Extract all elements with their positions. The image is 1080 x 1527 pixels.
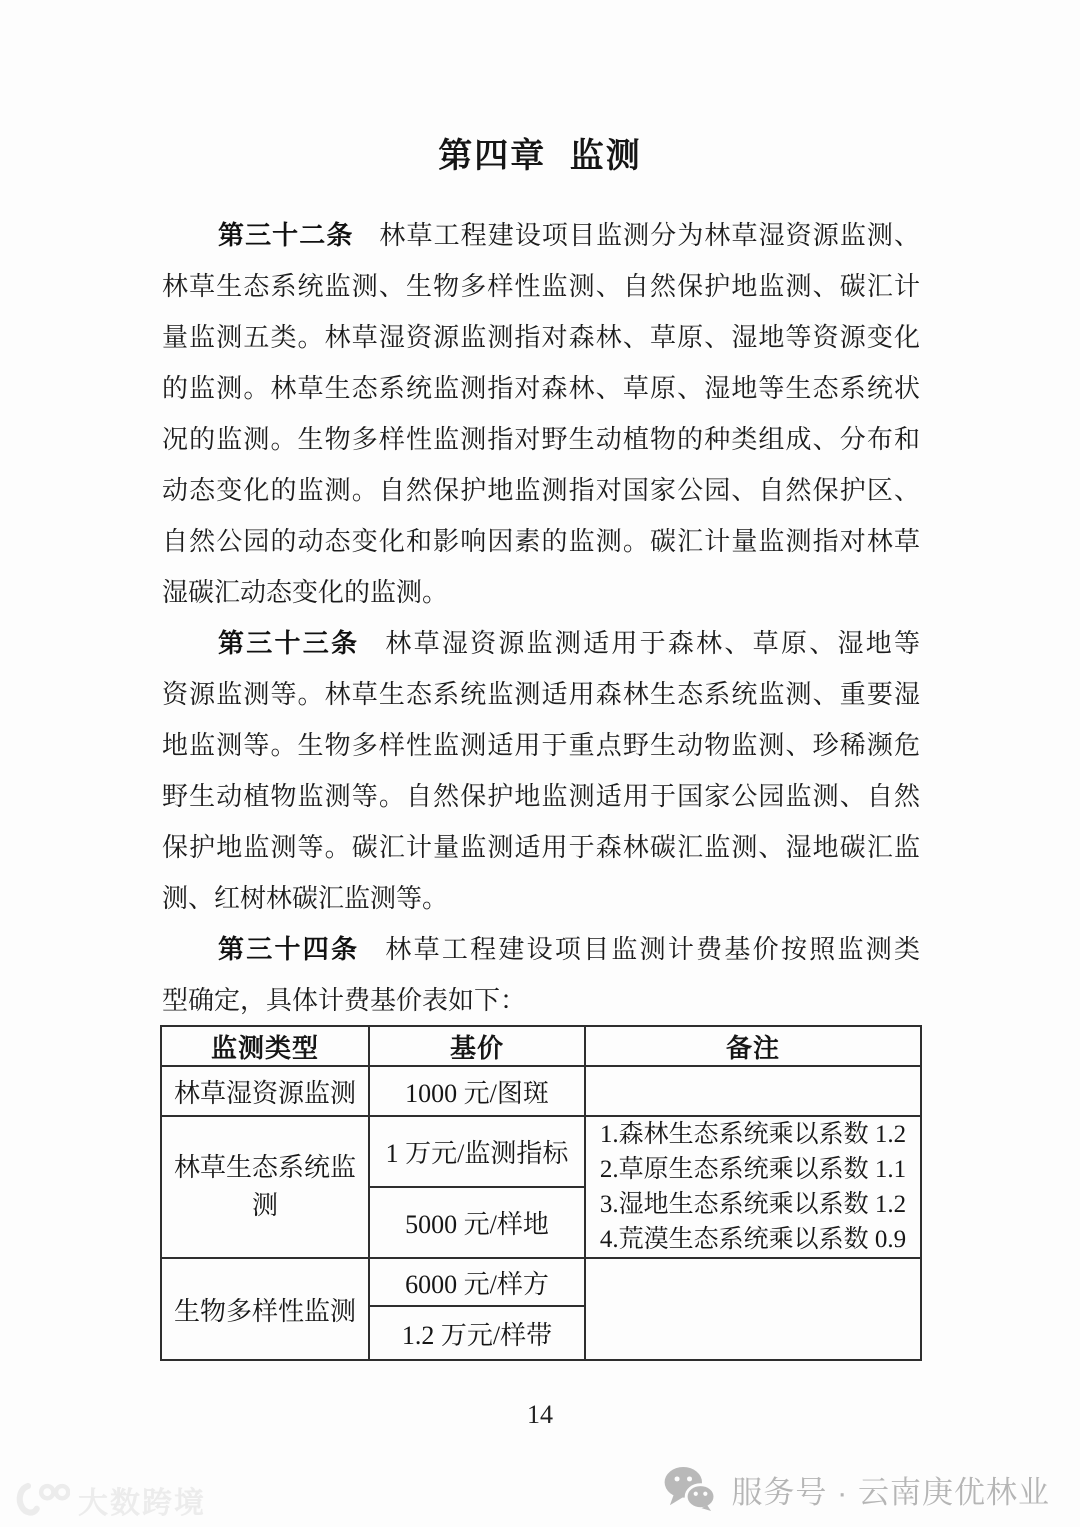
paragraph-line [162, 210, 920, 261]
table-row [161, 1116, 921, 1187]
wechat-service-badge [663, 1466, 1050, 1512]
paragraph-text: 林草湿资源监测适用于森林、草原、湿地等 [385, 629, 920, 658]
article-number: 第三十四条 [218, 935, 360, 964]
cell-type-ecosystem-monitor: 林草生态系统监测 [161, 1116, 369, 1258]
wechat-icon [663, 1466, 717, 1512]
paragraph-line: 量监测五类。林草湿资源监测指对森林、草原、湿地等资源变化 [162, 323, 920, 352]
table-row [161, 1258, 921, 1306]
col-header-base-price: 基价 [369, 1026, 585, 1066]
chapter-title: 第四章 监测 [438, 137, 642, 175]
page-number: 14 [527, 1400, 553, 1429]
cell-price-quadrat: 6000 元/样方 [369, 1258, 585, 1306]
watermark-badge [14, 1478, 206, 1522]
paragraph-line: 资源监测等。林草生态系统监测适用森林生态系统监测、重要湿 [162, 680, 920, 709]
paragraph-line: 自然公园的动态变化和影响因素的监测。碳汇计量监测指对林草 [162, 527, 920, 556]
cell-remark-resource-monitor [585, 1066, 921, 1116]
dashu-kuajing-logo-icon [14, 1480, 70, 1520]
wechat-service-label: 服务号 · 云南庚优林业 [731, 1474, 1050, 1510]
paragraph-text: 林草工程建设项目监测计费基价按照监测类 [385, 935, 920, 964]
remark-line: 2.草原生态系统乘以系数 1.1 [599, 1156, 907, 1183]
col-header-monitor-type: 监测类型 [161, 1026, 369, 1066]
remark-line: 4.荒漠生态系统乘以系数 0.9 [599, 1226, 907, 1253]
table-header-row [161, 1026, 921, 1066]
paragraph-line: 动态变化的监测。自然保护地监测指对国家公园、自然保护区、 [162, 476, 920, 505]
paragraph-line: 况的监测。生物多样性监测指对野生动植物的种类组成、分布和 [162, 425, 920, 454]
cell-price-resource-monitor: 1000 元/图斑 [369, 1066, 585, 1116]
col-header-remark: 备注 [585, 1026, 921, 1066]
paragraph-line [162, 618, 920, 669]
paragraph-line: 地监测等。生物多样性监测适用于重点野生动物监测、珍稀濒危 [162, 731, 920, 760]
paragraph-text: 林草工程建设项目监测分为林草湿资源监测、 [379, 221, 920, 250]
paragraph-line: 林草生态系统监测、生物多样性监测、自然保护地监测、碳汇计 [162, 272, 920, 301]
cell-type-resource-monitor: 林草湿资源监测 [161, 1066, 369, 1116]
remark-line: 1.森林生态系统乘以系数 1.2 [599, 1121, 907, 1148]
article-body [162, 210, 920, 1026]
cell-price-transect: 1.2 万元/样带 [369, 1306, 585, 1360]
watermark-label: 大数跨境 [78, 1487, 206, 1520]
article-number: 第三十二条 [218, 221, 354, 250]
paragraph-line: 保护地监测等。碳汇计量监测适用于森林碳汇监测、湿地碳汇监 [162, 833, 920, 862]
paragraph-line: 测、红树林碳汇监测等。 [162, 884, 449, 913]
paragraph-line: 的监测。林草生态系统监测指对森林、草原、湿地等生态系统状 [162, 374, 920, 403]
article-number: 第三十三条 [218, 629, 360, 658]
paragraph-line: 型确定，具体计费基价表如下： [162, 986, 527, 1015]
fee-table [160, 1025, 922, 1361]
cell-price-sample-plot: 5000 元/样地 [369, 1187, 585, 1258]
cell-type-biodiversity-monitor: 生物多样性监测 [161, 1258, 369, 1360]
paragraph-line [162, 924, 920, 975]
cell-remark-ecosystem [585, 1116, 921, 1258]
paragraph-line: 湿碳汇动态变化的监测。 [162, 578, 449, 607]
table-row [161, 1066, 921, 1116]
cell-remark-biodiversity [585, 1258, 921, 1360]
remark-line: 3.湿地生态系统乘以系数 1.2 [599, 1191, 907, 1218]
paragraph-line: 野生动植物监测等。自然保护地监测适用于国家公园监测、自然 [162, 782, 920, 811]
cell-price-indicator: 1 万元/监测指标 [369, 1116, 585, 1187]
